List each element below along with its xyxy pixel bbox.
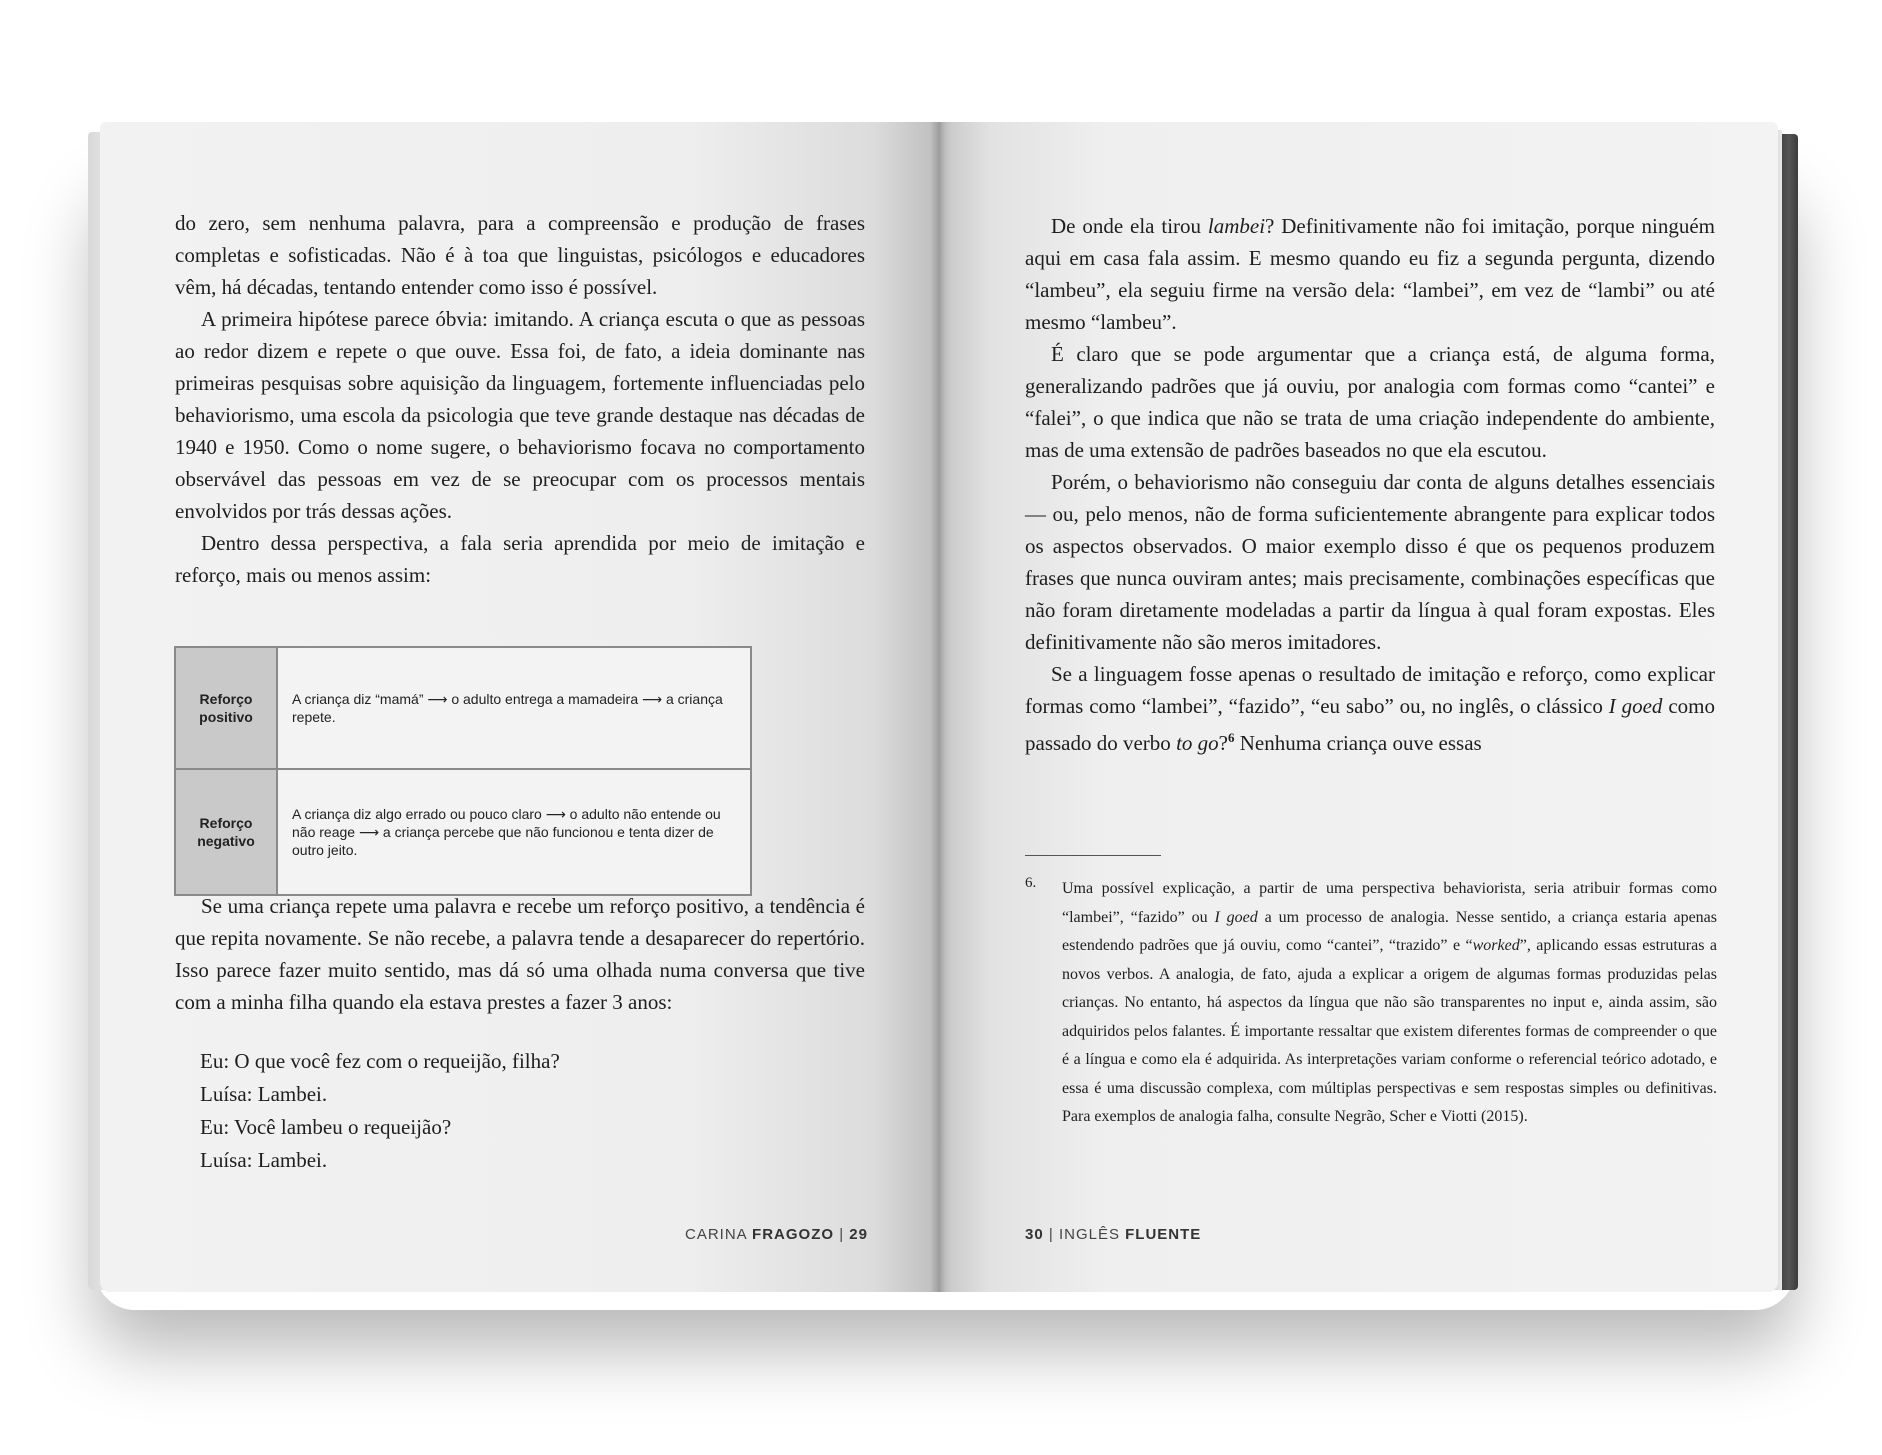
italic-text: I goed — [1214, 908, 1258, 926]
page-number: 30 — [1025, 1226, 1044, 1243]
paragraph: do zero, sem nenhuma palavra, para a compreensão e produção de frases completas e sofisticadas. Não é à toa que linguistas, psicólogos e educadores vêm, há décadas, tentando entender como isso é possível. — [175, 211, 865, 299]
table-row-header — [175, 769, 277, 895]
text-run: Nenhuma criança ouve essas — [1234, 731, 1482, 755]
paragraph: Dentro dessa perspectiva, a fala seria aprendida por meio de imitação e reforço, mais ou menos assim: — [175, 531, 865, 587]
paragraph: É claro que se pode argumentar que a criança está, de alguma forma, generalizando padrões que já ouviu, por analogia com formas como “cantei” e “falei”, o que indica que não se trata de uma criação independente do ambiente, mas de uma extensão de padrões baseados no que ela escutou. — [1025, 342, 1715, 462]
table-row — [175, 647, 751, 769]
reinforcement-table — [174, 646, 752, 896]
table-header-line: negativo — [197, 833, 255, 849]
footnote-text — [1062, 875, 1717, 1132]
table-header-line: Reforço — [199, 815, 253, 831]
text-run: ? Definitivamente não foi imitação, porque ninguém aqui em casa fala assim. E mesmo quando eu fiz a segunda pergunta, dizendo “lambeu”, ela seguiu firme na versão dela: “lambei”, em vez de “lambi” ou até mesmo “lambeu”. — [1025, 214, 1715, 334]
table-cell: A criança diz “mamá” ⟶ o adulto entrega a mamadeira ⟶ a criança repete. — [277, 647, 751, 769]
text-run: ? — [1218, 731, 1228, 755]
dialogue-line: Eu: Você lambeu o requeijão? — [200, 1115, 452, 1139]
table-header-line: positivo — [199, 709, 253, 725]
paragraph: A primeira hipótese parece óbvia: imitando. A criança escuta o que as pessoas ao redor dizem e repete o que ouve. Essa foi, de fato, a ideia dominante nas primeiras pesquisas sobre aquisição da linguagem, fortemente influenciadas pelo behaviorismo, uma escola da psicologia que teve grande destaque nas décadas de 1940 e 1950. Como o nome sugere, o behaviorismo focava no comportamento observável das pessoas em vez de se preocupar com os processos mentais envolvidos por trás dessas ações. — [175, 307, 865, 523]
book-gutter — [930, 122, 952, 1292]
dialogue-line: Eu: O que você fez com o requeijão, filha? — [200, 1049, 560, 1073]
italic-text: lambei — [1207, 214, 1266, 238]
italic-text: worked — [1472, 937, 1520, 954]
text-run: Uma possível explicação, a partir de uma perspectiva behaviorista, seria atribuir formas como “lambei”, “fazido” ou — [1062, 880, 1717, 926]
author-last-name: FRAGOZO — [752, 1226, 835, 1243]
text-run: a um processo de analogia. Nesse sentido, a criança estaria apenas estendendo padrões que já ouviu, como “cantei”, “trazido” e “ — [1062, 908, 1717, 954]
italic-text: to go — [1176, 731, 1219, 755]
dialogue-line: Luísa: Lambei. — [200, 1082, 328, 1106]
text-run: Se a linguagem fosse apenas o resultado de imitação e reforço, como explicar formas como “lambei”, “fazido”, “eu sabo” ou, no inglês, o clássico — [1025, 662, 1715, 718]
dialogue-line: Luísa: Lambei. — [200, 1148, 328, 1172]
book-title-last: FLUENTE — [1125, 1226, 1202, 1243]
paragraph: Se uma criança repete uma palavra e recebe um reforço positivo, a tendência é que repita novamente. Se não recebe, a palavra tende a desaparecer do repertório. Isso parece fazer muito sentido, mas dá só uma olhada numa conversa que tive com a minha filha quando ela estava prestes a fazer 3 anos: — [175, 894, 865, 1014]
paragraph — [1025, 658, 1715, 759]
left-page-footer — [685, 1226, 868, 1243]
footer-separator: | — [839, 1226, 845, 1243]
table-header-line: Reforço — [199, 691, 253, 707]
text-run: De onde ela tirou — [1051, 214, 1208, 238]
italic-text: I goed — [1608, 694, 1663, 718]
right-page-body — [1025, 210, 1715, 759]
table-cell: A criança diz algo errado ou pouco claro ⟶ o adulto não entende ou não reage ⟶ a criança percebe que não funcionou e tenta dizer de outro jeito. — [277, 769, 751, 895]
book-title-first: INGLÊS — [1058, 1226, 1120, 1243]
paragraph: Porém, o behaviorismo não conseguiu dar conta de alguns detalhes essenciais — ou, pelo menos, não de forma suficientemente abrangente para explicar todos os aspectos observados. O maior exemplo disso é que os pequenos produzem frases que nunca ouviram antes; mais precisamente, combinações específicas que não foram diretamente modeladas a partir da língua à qual foram expostas. Eles definitivamente não são meros imitadores. — [1025, 470, 1715, 654]
right-page-footer — [1025, 1226, 1201, 1243]
paragraph — [1025, 210, 1715, 338]
author-first-name: CARINA — [685, 1226, 747, 1243]
footnote-number: 6. — [1025, 875, 1037, 891]
text-run: ”, aplicando essas estruturas a novos verbos. A analogia, de fato, ajuda a explicar a origem de algumas formas produzidas pelas crianças. No entanto, há aspectos da língua que não são transparentes no input e, ainda assim, são adquiridos pelos falantes. É importante ressaltar que existem diferentes formas de compreender o que é a língua e como ela é adquirida. As interpretações variam conforme o referencial teórico adotado, e essa é uma discussão complexa, com múltiplas perspectivas e sem respostas simples ou definitivas. Para exemplos de analogia falha, consulte Negrão, Scher e Viotti (2015). — [1062, 937, 1718, 1125]
page-number: 29 — [849, 1226, 868, 1243]
left-page-body — [175, 207, 865, 591]
table-row — [175, 769, 751, 895]
footnote-marker: 6 — [1227, 730, 1235, 745]
table-row-header — [175, 647, 277, 769]
text-run: como passado do verbo — [1025, 694, 1715, 755]
left-page-body-continued — [175, 890, 865, 1018]
footer-separator: | — [1048, 1226, 1054, 1243]
dialogue — [200, 1045, 820, 1177]
footnote-rule — [1025, 855, 1161, 856]
